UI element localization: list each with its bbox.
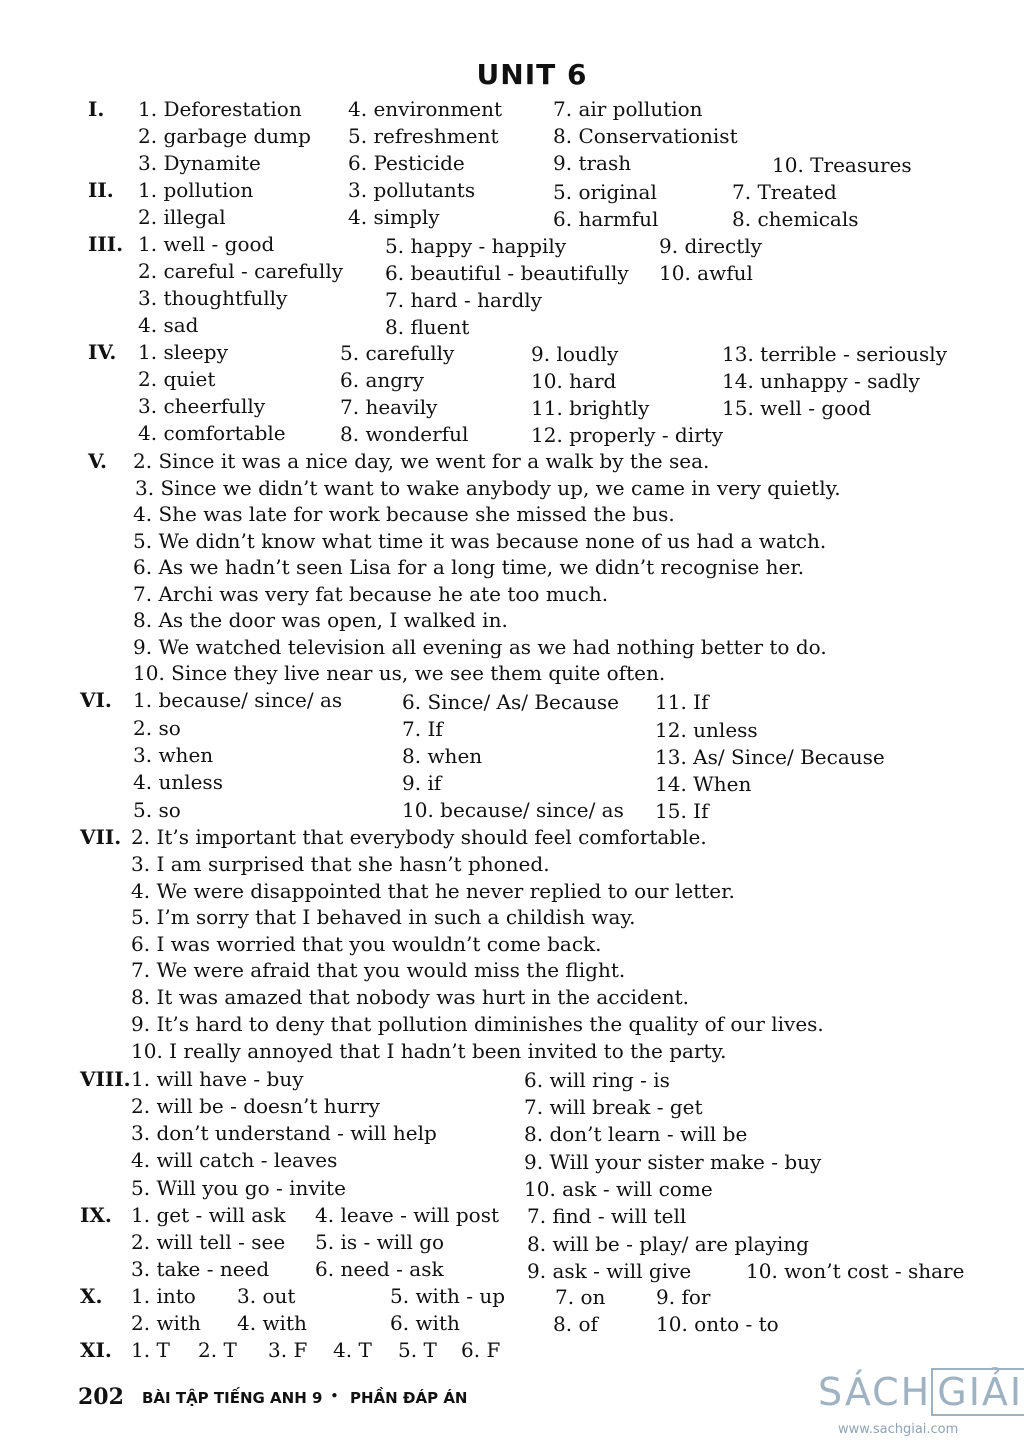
answer-item: 14. unhappy - sadly bbox=[722, 369, 920, 393]
page-title: UNIT 6 bbox=[476, 58, 588, 91]
section-label: IX. bbox=[80, 1203, 112, 1227]
answer-item: 2. with bbox=[131, 1311, 201, 1335]
answer-item: 10. awful bbox=[659, 261, 753, 285]
answer-item: 3. out bbox=[237, 1284, 296, 1308]
section-label: V. bbox=[88, 449, 107, 473]
section-label: VII. bbox=[80, 825, 122, 849]
answer-item: 7. air pollution bbox=[553, 97, 703, 121]
answer-item: 1. Deforestation bbox=[138, 97, 302, 121]
answer-item: 5. I’m sorry that I behaved in such a childish way. bbox=[131, 905, 636, 929]
watermark-logo-box: GIẢI bbox=[931, 1368, 1024, 1416]
answer-item: 7. If bbox=[402, 717, 443, 741]
answer-item: 2. will tell - see bbox=[131, 1230, 286, 1254]
answer-item: 8. As the door was open, I walked in. bbox=[133, 608, 508, 632]
answer-item: 3. cheerfully bbox=[138, 394, 266, 418]
section-name: PHẦN ĐÁP ÁN bbox=[350, 1389, 468, 1407]
answer-item: 6. angry bbox=[340, 368, 424, 392]
answer-item: 6. will ring - is bbox=[524, 1068, 670, 1092]
answer-item: 10. I really annoyed that I hadn’t been invited to the party. bbox=[131, 1039, 727, 1063]
answer-item: 13. As/ Since/ Because bbox=[655, 745, 885, 769]
answer-item: 4. T bbox=[333, 1338, 372, 1362]
answer-item: 2. garbage dump bbox=[138, 124, 311, 148]
answer-item: 1. sleepy bbox=[138, 340, 228, 364]
answer-item: 9. loudly bbox=[531, 342, 619, 366]
answer-item: 12. unless bbox=[655, 718, 758, 742]
answer-item: 10. Treasures bbox=[772, 153, 912, 177]
answer-item: 5. is - will go bbox=[315, 1230, 445, 1254]
answer-item: 7. find - will tell bbox=[527, 1204, 687, 1228]
answer-item: 4. She was late for work because she missed the bus. bbox=[133, 502, 675, 526]
answer-item: 1. into bbox=[131, 1284, 196, 1308]
answer-item: 13. terrible - seriously bbox=[722, 342, 947, 366]
answer-item: 3. I am surprised that she hasn’t phoned. bbox=[131, 852, 550, 876]
section-label: I. bbox=[88, 97, 105, 121]
watermark-logo-left: SÁCH bbox=[818, 1370, 932, 1414]
answer-item: 9. Will your sister make - buy bbox=[524, 1150, 822, 1174]
answer-item: 5. T bbox=[398, 1338, 437, 1362]
answer-item: 15. If bbox=[655, 799, 709, 823]
answer-item: 3. F bbox=[268, 1338, 308, 1362]
answer-item: 11. brightly bbox=[531, 396, 650, 420]
answer-item: 5. original bbox=[553, 180, 657, 204]
answer-item: 9. trash bbox=[553, 151, 632, 175]
answer-item: 8. when bbox=[402, 744, 483, 768]
footer-bullet: • bbox=[330, 1387, 339, 1405]
answer-item: 3. don’t understand - will help bbox=[131, 1121, 437, 1145]
answer-item: 4. comfortable bbox=[138, 421, 286, 445]
answer-item: 4. will catch - leaves bbox=[131, 1148, 338, 1172]
answer-item: 4. We were disappointed that he never replied to our letter. bbox=[131, 879, 735, 903]
answer-item: 2. T bbox=[198, 1338, 237, 1362]
answer-item: 5. so bbox=[133, 798, 181, 822]
answer-item: 2. quiet bbox=[138, 367, 216, 391]
answer-item: 7. on bbox=[555, 1285, 606, 1309]
answer-item: 1. T bbox=[131, 1338, 170, 1362]
section-label: II. bbox=[88, 178, 114, 202]
answer-item: 4. simply bbox=[348, 205, 440, 229]
answer-item: 2. Since it was a nice day, we went for a walk by the sea. bbox=[133, 449, 710, 473]
answer-item: 8. chemicals bbox=[732, 207, 859, 231]
answer-item: 6. need - ask bbox=[315, 1257, 444, 1281]
answer-item: 9. directly bbox=[659, 234, 762, 258]
answer-item: 1. well - good bbox=[138, 232, 275, 256]
answer-item: 5. carefully bbox=[340, 341, 455, 365]
answer-item: 3. pollutants bbox=[348, 178, 476, 202]
watermark-logo bbox=[818, 1370, 1024, 1414]
answer-item: 1. will have - buy bbox=[131, 1067, 304, 1091]
answer-item: 4. environment bbox=[348, 97, 503, 121]
answer-item: 8. don’t learn - will be bbox=[524, 1122, 748, 1146]
section-label: IV. bbox=[88, 340, 117, 364]
answer-item: 7. will break - get bbox=[524, 1095, 703, 1119]
answer-item: 6. Pesticide bbox=[348, 151, 465, 175]
answer-item: 4. unless bbox=[133, 770, 223, 794]
answer-item: 4. sad bbox=[138, 313, 199, 337]
answer-item: 10. because/ since/ as bbox=[402, 798, 624, 822]
answer-item: 7. Treated bbox=[732, 180, 837, 204]
section-label: XI. bbox=[80, 1338, 112, 1362]
answer-item: 3. take - need bbox=[131, 1257, 270, 1281]
answer-item: 7. We were afraid that you would miss the flight. bbox=[131, 958, 626, 982]
answer-item: 7. heavily bbox=[340, 395, 438, 419]
section-label: VI. bbox=[80, 688, 112, 712]
answer-item: 7. hard - hardly bbox=[385, 288, 542, 312]
answer-item: 6. with bbox=[390, 1311, 460, 1335]
answer-item: 10. onto - to bbox=[656, 1312, 779, 1336]
answer-item: 5. We didn’t know what time it was because none of us had a watch. bbox=[133, 529, 827, 553]
answer-item: 3. thoughtfully bbox=[138, 286, 288, 310]
answer-item: 8. It was amazed that nobody was hurt in the accident. bbox=[131, 985, 689, 1009]
answer-item: 9. for bbox=[656, 1285, 711, 1309]
answer-item: 2. It’s important that everybody should feel comfortable. bbox=[131, 825, 707, 849]
answer-item: 15. well - good bbox=[722, 396, 872, 420]
answer-item: 10. won’t cost - share bbox=[746, 1259, 965, 1283]
answer-item: 6. F bbox=[461, 1338, 501, 1362]
page-number: 202 bbox=[78, 1384, 124, 1410]
answer-item: 1. pollution bbox=[138, 178, 254, 202]
section-label: VIII. bbox=[80, 1067, 131, 1091]
answer-item: 5. happy - happily bbox=[385, 234, 567, 258]
answer-item: 8. will be - play/ are playing bbox=[527, 1232, 809, 1256]
answer-item: 1. get - will ask bbox=[131, 1203, 286, 1227]
answer-item: 9. ask - will give bbox=[527, 1259, 692, 1283]
answer-item: 2. will be - doesn’t hurry bbox=[131, 1094, 380, 1118]
answer-item: 10. Since they live near us, we see them quite often. bbox=[133, 661, 666, 685]
answer-item: 12. properly - dirty bbox=[531, 423, 724, 447]
answer-item: 2. illegal bbox=[138, 205, 226, 229]
answer-item: 8. fluent bbox=[385, 315, 470, 339]
section-label: III. bbox=[88, 232, 124, 256]
answer-item: 3. Dynamite bbox=[138, 151, 261, 175]
watermark-url: www.sachgiai.com bbox=[838, 1422, 959, 1437]
answer-item: 7. Archi was very fat because he ate too much. bbox=[133, 582, 609, 606]
answer-item: 6. beautiful - beautifully bbox=[385, 261, 629, 285]
answer-item: 6. Since/ As/ Because bbox=[402, 690, 619, 714]
section-label: X. bbox=[80, 1284, 103, 1308]
answer-item: 8. wonderful bbox=[340, 422, 469, 446]
answer-item: 14. When bbox=[655, 772, 752, 796]
answer-item: 9. It’s hard to deny that pollution diminishes the quality of our lives. bbox=[131, 1012, 824, 1036]
answer-item: 8. of bbox=[553, 1312, 598, 1336]
answer-item: 3. when bbox=[133, 743, 214, 767]
answer-item: 4. with bbox=[237, 1311, 307, 1335]
answer-item: 1. because/ since/ as bbox=[133, 688, 343, 712]
answer-item: 2. so bbox=[133, 716, 181, 740]
answer-item: 11. If bbox=[655, 690, 709, 714]
answer-item: 9. if bbox=[402, 771, 442, 795]
answer-item: 5. refreshment bbox=[348, 124, 499, 148]
answer-item: 5. Will you go - invite bbox=[131, 1176, 346, 1200]
book-title: BÀI TẬP TIẾNG ANH 9 bbox=[142, 1389, 323, 1407]
answer-item: 6. I was worried that you wouldn’t come back. bbox=[131, 932, 602, 956]
answer-item: 4. leave - will post bbox=[315, 1203, 500, 1227]
answer-item: 5. with - up bbox=[390, 1284, 506, 1308]
answer-item: 10. hard bbox=[531, 369, 617, 393]
answer-item: 6. harmful bbox=[553, 207, 659, 231]
answer-item: 8. Conservationist bbox=[553, 124, 738, 148]
answer-item: 10. ask - will come bbox=[524, 1177, 713, 1201]
answer-item: 3. Since we didn’t want to wake anybody up, we came in very quietly. bbox=[135, 476, 841, 500]
answer-item: 2. careful - carefully bbox=[138, 259, 344, 283]
answer-item: 9. We watched television all evening as we had nothing better to do. bbox=[133, 635, 827, 659]
answer-item: 6. As we hadn’t seen Lisa for a long time, we didn’t recognise her. bbox=[133, 555, 805, 579]
